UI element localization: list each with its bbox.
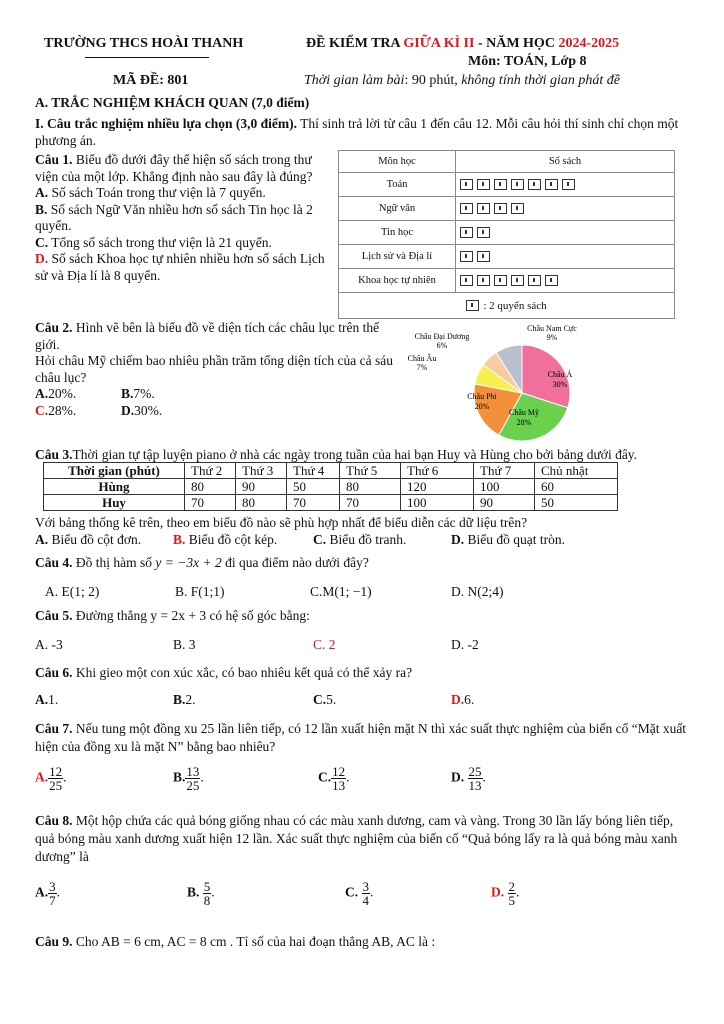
pie-label: Châu Nam Cực <box>527 324 577 333</box>
table-header: Thứ 4 <box>287 463 340 479</box>
numerator: 3 <box>362 879 369 894</box>
numerator: 3 <box>49 879 56 894</box>
option-text: 20%. <box>48 386 77 401</box>
question-stem: Nếu tung một đồng xu 25 lần liên tiếp, có 12 lần xuất hiện mặt N thì xác suất thực nghiệm của biến cố “Mặt xuất hiện của đồng xu là mặt N” bằng bao nhiêu? <box>35 721 687 754</box>
option-key: C. <box>313 532 327 547</box>
q7-option-d: D. $\frac{25}{13}$ . <box>451 764 486 793</box>
option-key: D. <box>451 769 465 785</box>
option-key: D. <box>121 403 135 418</box>
numerator: 12 <box>332 764 346 779</box>
pictogram-subject: Tin học <box>339 221 456 245</box>
question-stem: Một hộp chứa các quả bóng giống nhau có các màu xanh dương, cam và vàng. Trong 30 lần lấy bóng liên tiếp, quả bóng màu xanh dương xuất hiện 12 lần. Xác suất thực nghiệm của biến cố “Quả bóng lấy ra là quả bóng màu xanh dương” là <box>35 813 678 864</box>
pictogram-icons <box>456 173 675 197</box>
question-5-stem <box>35 608 310 624</box>
fraction <box>203 880 212 907</box>
option-key: D. <box>451 532 465 547</box>
book-icon <box>511 179 524 190</box>
question-label: Câu 1. <box>35 152 73 167</box>
option-text: Số sách Khoa học tự nhiên nhiều hơn số sách Lịch sử và Địa lí là 8 quyển. <box>35 251 325 283</box>
book-icon <box>460 251 473 262</box>
table-cell: Huy <box>44 495 185 511</box>
fraction <box>48 765 63 792</box>
option-key: C. <box>318 769 332 785</box>
book-icon <box>511 203 524 214</box>
question-3-stem <box>35 447 637 463</box>
option-key: A. <box>35 532 49 547</box>
q6-option-a <box>35 692 58 708</box>
option-text: 28%. <box>48 403 77 418</box>
fraction <box>48 880 57 907</box>
option-key-correct: B. <box>173 532 186 547</box>
option-text: 30%. <box>134 403 163 418</box>
q8-option-d: D. $\frac{2}{5}$ . <box>491 879 520 908</box>
q5-option: D. -2 <box>451 637 479 652</box>
book-icon <box>477 203 490 214</box>
question-stem: Đường thẳng y = 2x + 3 có hệ số góc bằng: <box>72 608 310 623</box>
book-icon <box>477 179 490 190</box>
pictogram-legend <box>339 293 675 319</box>
table-cell: Hùng <box>44 479 185 495</box>
question-1 <box>35 152 327 284</box>
denominator: 7 <box>49 893 56 908</box>
pie-value-label: 9% <box>546 333 558 342</box>
option-text: 1. <box>48 692 59 707</box>
table-cell: 120 <box>401 479 474 495</box>
option-text: Biểu đồ cột kép. <box>185 532 278 547</box>
option-text: 2. <box>185 692 196 707</box>
table-header: Thứ 5 <box>340 463 401 479</box>
question-stem: Đồ thị hàm số <box>72 555 156 570</box>
table-cell: 100 <box>401 495 474 511</box>
question-4-stem <box>35 555 369 571</box>
piano-table <box>43 462 618 511</box>
question-label: Câu 9. <box>35 934 73 949</box>
option-key: C. <box>345 884 359 900</box>
book-icon <box>528 179 541 190</box>
q2-options-row1 <box>35 386 76 402</box>
book-icon <box>545 275 558 286</box>
question-text: Hỏi châu Mỹ chiếm bao nhiêu phần trăm tổng diện tích của cả sáu châu lục? <box>35 353 394 385</box>
time-label: Thời gian làm bài <box>304 73 405 88</box>
option-key: B. <box>35 201 48 217</box>
book-icon <box>528 275 541 286</box>
option-text: Biểu đồ cột đơn. <box>48 532 142 547</box>
table-cell: 50 <box>287 479 340 495</box>
q3-option-c <box>313 532 406 548</box>
fraction <box>362 880 371 907</box>
pie-value-label: 7% <box>416 363 428 372</box>
q8-option-a: A. $\frac{3}{7}$ . <box>35 879 60 908</box>
question-stem: Hình vẽ bên là biểu đồ về diện tích các châu lục trên thế giới. <box>35 320 380 352</box>
option-key: B. <box>121 386 134 401</box>
book-icon <box>460 275 473 286</box>
book-icon <box>477 275 490 286</box>
question-9-stem <box>35 934 435 950</box>
denominator: 25 <box>49 778 63 793</box>
question-label: Câu 6. <box>35 665 73 680</box>
q8-option-c: C. $\frac{3}{4}$ . <box>345 879 374 908</box>
option-text: Biểu đồ tranh. <box>326 532 407 547</box>
numerator: 2 <box>508 879 515 894</box>
exam-year: 2024-2025 <box>558 36 620 51</box>
numerator: 13 <box>186 764 200 779</box>
question-2 <box>35 320 405 386</box>
pictogram-icons <box>456 221 675 245</box>
table-cell: 80 <box>340 479 401 495</box>
book-icon <box>460 227 473 238</box>
q2-option-d <box>121 403 162 419</box>
section-a-title: A. TRẮC NGHIỆM KHÁCH QUAN (7,0 điểm) <box>35 95 310 110</box>
table-header: Thứ 7 <box>474 463 535 479</box>
question-stem: Khi gieo một con xúc xắc, có bao nhiêu kết quả có thể xảy ra? <box>72 665 413 680</box>
denominator: 8 <box>203 893 211 908</box>
table-header: Thứ 2 <box>185 463 236 479</box>
q8-option-b: B. $\frac{5}{8}$ . <box>187 879 215 908</box>
option-text: Tổng số sách trong thư viện là 21 quyển. <box>48 234 272 250</box>
question-label: Câu 8. <box>35 813 73 828</box>
part1-instructions <box>35 115 690 149</box>
table-cell: 90 <box>236 479 287 495</box>
denominator: 4 <box>362 893 369 908</box>
question-stem: Thời gian tự tập luyện piano ở nhà các ngày trong tuần của hai bạn Huy và Hùng cho bởi bảng dưới đây. <box>72 447 638 462</box>
question-label: Câu 5. <box>35 608 73 623</box>
pictogram-icons <box>456 197 675 221</box>
table-cell: 70 <box>340 495 401 511</box>
q3-option-a <box>35 532 141 548</box>
table-cell: 80 <box>185 479 236 495</box>
q5-option-correct: C. 2 <box>313 637 336 652</box>
question-6-stem <box>35 665 412 681</box>
pictogram-legend-text: : 2 quyển sách <box>483 299 547 312</box>
option-key: C. <box>35 234 49 250</box>
q4-option: A. E(1; 2) <box>45 584 100 599</box>
numerator: 25 <box>468 764 482 779</box>
q7-option-c: C. $\frac{12}{13}$ . <box>318 764 350 793</box>
book-icon <box>477 251 490 262</box>
exam-title-part: - NĂM HỌC <box>474 36 559 51</box>
exam-title-part: ĐỀ KIỂM TRA <box>306 36 404 51</box>
numerator: 5 <box>203 879 211 894</box>
denominator: 13 <box>468 778 482 793</box>
table-cell: 70 <box>287 495 340 511</box>
fraction <box>185 765 200 792</box>
q6-option-b <box>173 692 196 708</box>
pictogram-header-subject: Môn học <box>339 151 456 173</box>
option-text: 5. <box>326 692 337 707</box>
option-key: B. <box>187 884 200 900</box>
q7-option-a: A. $\frac{12}{25}$ . <box>35 764 67 793</box>
fraction <box>331 765 346 792</box>
pie-label: Châu Âu <box>407 354 437 363</box>
book-icon <box>545 179 558 190</box>
time-info <box>304 73 620 89</box>
part1-title: I. Câu trắc nghiệm nhiều lựa chọn (3,0 điểm). <box>35 116 297 131</box>
pie-label: Châu Mỹ <box>509 408 539 417</box>
option-key: A. <box>35 884 49 900</box>
denominator: 5 <box>508 893 515 908</box>
q5-option: B. 3 <box>173 637 196 652</box>
exam-title-red: GIỮA KÌ II <box>403 36 475 51</box>
question-label: Câu 7. <box>35 721 73 736</box>
q7-option-b: B. $\frac{13}{25}$ . <box>173 764 204 793</box>
pictogram-table <box>338 150 675 319</box>
table-cell: 100 <box>474 479 535 495</box>
pictogram-header-count: Số sách <box>456 151 675 173</box>
table-header: Thứ 3 <box>236 463 287 479</box>
question-3-question: Với bảng thống kê trên, theo em biểu đồ nào sẽ phù hợp nhất để biểu diễn các dữ liệu trên? <box>35 515 528 530</box>
option-key: A. <box>35 185 49 200</box>
q6-option-c <box>313 692 336 708</box>
option-key-correct: C. <box>35 403 49 418</box>
denominator: 13 <box>332 778 346 793</box>
option-text: Số sách Toán trong thư viện là 7 quyển. <box>48 185 266 200</box>
book-icon <box>460 203 473 214</box>
option-key: A. <box>35 692 49 707</box>
table-cell: 50 <box>535 495 618 511</box>
table-cell: 60 <box>535 479 618 495</box>
exam-code: MÃ ĐỀ: 801 <box>113 73 189 88</box>
time-note: không tính thời gian phát đề <box>461 73 620 88</box>
q4-option: B. F(1;1) <box>175 584 225 599</box>
question-stem-end: đi qua điểm nào dưới đây? <box>221 555 369 570</box>
pictogram-subject: Toán <box>339 173 456 197</box>
option-key-correct: D. <box>35 251 49 266</box>
question-label: Câu 3. <box>35 447 73 462</box>
option-key-correct: D. <box>451 692 465 707</box>
book-icon <box>466 300 479 311</box>
q4-option: C.M(1; −1) <box>310 584 372 599</box>
book-icon <box>562 179 575 190</box>
option-key: A. <box>35 386 49 401</box>
formula: y = −3x + 2 <box>155 555 222 570</box>
pictogram-subject: Khoa học tự nhiên <box>339 269 456 293</box>
fraction <box>508 880 517 907</box>
table-header: Thứ 6 <box>401 463 474 479</box>
q5-option: A. -3 <box>35 637 63 652</box>
pie-value-label: 30% <box>552 380 568 389</box>
question-label: Câu 2. <box>35 320 73 335</box>
pie-label: Châu Đại Dương <box>414 332 470 341</box>
question-stem: Biểu đồ dưới đây thể hiện số sách trong thư viện của một lớp. Khẳng định nào sau đây là đúng? <box>35 152 313 184</box>
book-icon <box>494 203 507 214</box>
question-label: Câu 4. <box>35 555 73 570</box>
pictogram-icons <box>456 245 675 269</box>
school-name: TRƯỜNG THCS HOÀI THANH <box>44 36 244 51</box>
subject: Môn: TOÁN, Lớp 8 <box>468 54 587 69</box>
pie-value-label: 6% <box>436 341 448 350</box>
book-icon <box>511 275 524 286</box>
fraction <box>468 765 483 792</box>
q4-option: D. N(2;4) <box>451 584 504 599</box>
table-row <box>44 479 618 495</box>
denominator: 25 <box>186 778 200 793</box>
book-icon <box>494 179 507 190</box>
exam-title <box>306 36 619 52</box>
book-icon <box>460 179 473 190</box>
option-text: 6. <box>464 692 475 707</box>
pictogram-subject: Lịch sử và Địa lí <box>339 245 456 269</box>
option-text: Biểu đồ quạt tròn. <box>464 532 565 547</box>
question-7-stem <box>35 720 690 756</box>
book-icon <box>494 275 507 286</box>
pie-value-label: 28% <box>516 418 532 427</box>
q2-option-b <box>121 386 155 402</box>
option-key: B. <box>173 692 186 707</box>
option-text: 7%. <box>133 386 155 401</box>
table-cell: 70 <box>185 495 236 511</box>
part1-text: Thí sinh trả lời từ câu 1 đến câu 12. Mỗi câu hỏi thí sinh chỉ chọn một phương án. <box>35 116 679 148</box>
option-key-correct: A. <box>35 769 49 785</box>
numerator: 12 <box>49 764 63 779</box>
pictogram-icons <box>456 269 675 293</box>
option-text: Số sách Ngữ Văn nhiều hơn số sách Tin học là 2 quyển. <box>35 201 313 233</box>
pictogram-subject: Ngữ văn <box>339 197 456 221</box>
school-underline <box>85 57 209 58</box>
q2-option-c <box>35 403 76 419</box>
question-8-stem <box>35 812 691 866</box>
q6-option-d <box>451 692 474 708</box>
option-key: C. <box>313 692 327 707</box>
pie-value-label: 20% <box>474 402 490 411</box>
q3-option-d <box>451 532 565 548</box>
pie-label: Châu Phi <box>467 392 497 401</box>
table-cell: 80 <box>236 495 287 511</box>
time-value: : 90 phút, <box>404 73 462 88</box>
option-key-correct: D. <box>491 884 505 900</box>
table-header: Chủ nhật <box>535 463 618 479</box>
question-stem: Cho AB = 6 cm, AC = 8 cm . Tỉ số của hai đoạn thẳng AB, AC là : <box>72 934 436 949</box>
q3-option-b <box>173 532 277 548</box>
table-cell: 90 <box>474 495 535 511</box>
book-icon <box>477 227 490 238</box>
pie-label: Châu Á <box>547 370 573 379</box>
table-row <box>44 495 618 511</box>
option-key: B. <box>173 769 186 785</box>
continent-pie-chart <box>400 320 600 448</box>
table-header: Thời gian (phút) <box>44 463 185 479</box>
